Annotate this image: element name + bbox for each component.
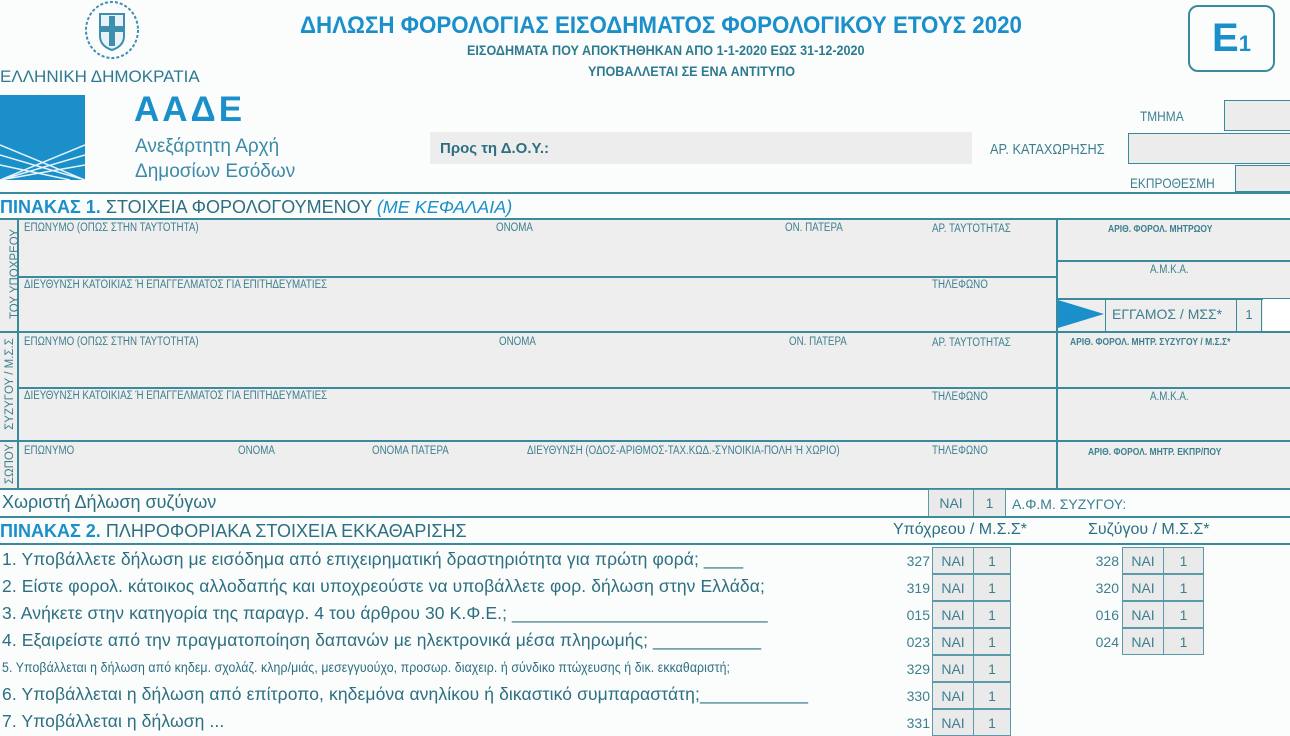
tmima-field[interactable] [1224, 100, 1290, 131]
late-filing-label: ΕΚΠΡΟΘΕΣΜΗ [1130, 175, 1215, 191]
yes-checkbox[interactable]: 1 [973, 547, 1011, 574]
name-label: ΟΝΟΜΑ [496, 222, 533, 234]
question-code: 023 [906, 634, 930, 650]
greek-emblem-icon [84, 0, 140, 60]
yes-cell: ΝΑΙ [932, 547, 974, 574]
arrow-right-icon [1058, 300, 1104, 328]
yes-checkbox[interactable]: 1 [973, 601, 1011, 628]
question-code: 329 [906, 661, 930, 677]
country-name: ΕΛΛΗΝΙΚΗ ΔΗΜΟΚΡΑΤΙΑ [0, 67, 200, 86]
question-code: 327 [906, 553, 930, 569]
yes-checkbox[interactable]: 1 [973, 655, 1011, 682]
yes-cell: ΝΑΙ [932, 601, 974, 628]
question-code: 330 [906, 688, 930, 704]
yes-checkbox[interactable]: 1 [973, 682, 1011, 709]
spouse-yes-checkbox[interactable]: 1 [1163, 601, 1204, 628]
yes-checkbox[interactable]: 1 [973, 628, 1011, 655]
id-number-label: ΑΡ. ΤΑΥΤΟΤΗΤΑΣ [932, 223, 1011, 235]
agency-line1: Ανεξάρτητη Αρχή [135, 136, 280, 157]
side-label-spouse: ΣΥΖΥΓΟΥ / Μ.Σ.Σ [4, 338, 16, 430]
question-text: 1. Υποβάλλετε δήλωση με εισόδημα από επιχειρηματική δραστηριότητα για πρώτη φορά; ____ [2, 549, 744, 569]
separate-declaration-label: Χωριστή Δήλωση συζύγων [2, 492, 217, 512]
spouse-father-label: ΟΝ. ΠΑΤΕΡΑ [789, 336, 847, 348]
form-subtitle-1: ΕΙΣΟΔΗΜΑΤΑ ΠΟΥ ΑΠΟΚΤΗΘΗΚΑΝ ΑΠΟ 1-1-2020 ΕΩΣ 31-12-2020 [467, 42, 865, 58]
yes-cell: ΝΑΙ [932, 682, 974, 709]
father-name-label: ΟΝ. ΠΑΤΕΡΑ [785, 222, 843, 234]
agency-line2: Δημοσίων Εσόδων [135, 161, 296, 182]
phone-label: ΤΗΛΕΦΩΝΟ [932, 279, 988, 291]
rep-name-label: ΟΝΟΜΑ [238, 445, 275, 457]
address-label: ΔΙΕΥΘΥΝΣΗ ΚΑΤΟΙΚΙΑΣ Ή ΕΠΑΓΓΕΛΜΑΤΟΣ ΓΙΑ ΕΠΙΤΗΔΕΥΜΑΤΙΕΣ [24, 279, 328, 291]
question-text: 4. Εξαιρείστε από την πραγματοποίηση δαπανών με ηλεκτρονικά μέσα πληρωμής; ___________ [2, 630, 762, 650]
spouse-question-code: 328 [1095, 553, 1119, 569]
spouse-question-code: 320 [1095, 580, 1119, 596]
question-code: 015 [906, 607, 930, 623]
aade-acronym: ΑΑΔΕ [134, 90, 246, 129]
rep-afm-label: ΑΡΙΘ. ΦΟΡΟΛ. ΜΗΤΡ. ΕΚΠΡ/ΠΟΥ [1088, 447, 1222, 458]
spouse-yes-checkbox[interactable]: 1 [1163, 574, 1204, 601]
rep-phone-label: ΤΗΛΕΦΩΝΟ [932, 445, 988, 457]
question-text: 5. Υποβάλλεται η δήλωση από κηδεμ. σχολάζ. κληρ/μιάς, μεσεγγυούχο, προσωρ. διαχειρ. ή σύνδικο πτώχευσης ή δικ. εκκαθαριστή; [2, 659, 731, 675]
doy-field[interactable]: Προς τη Δ.Ο.Υ.: [430, 132, 972, 164]
col-taxpayer-label: Υπόχρεου / Μ.Σ.Σ* [893, 521, 1028, 538]
yes-cell: ΝΑΙ [932, 628, 974, 655]
spouse-afm-inline-label: Α.Φ.Μ. ΣΥΖΥΓΟΥ: [1012, 496, 1127, 512]
form-code-badge: E1 [1188, 5, 1275, 72]
spouse-afm-label: ΑΡΙΘ. ΦΟΡΟΛ. ΜΗΤΡ. ΣΥΖΥΓΟΥ / Μ.Σ.Σ* [1070, 337, 1231, 348]
rep-surname-label: ΕΠΩΝΥΜΟ [24, 445, 75, 457]
registration-number-label: ΑΡ. ΚΑΤΑΧΩΡΗΣΗΣ [990, 141, 1105, 158]
yes-cell: ΝΑΙ [932, 655, 974, 682]
surname-label: ΕΠΩΝΥΜΟ (ΟΠΩΣ ΣΤΗΝ ΤΑΥΤΟΤΗΤΑ) [24, 222, 199, 234]
spouse-question-code: 016 [1095, 607, 1119, 623]
spouse-yes-cell: ΝΑΙ [1122, 601, 1164, 628]
question-code: 331 [906, 715, 930, 731]
question-text: 2. Είστε φορολ. κάτοικος αλλοδαπής και υποχρεούστε να υποβάλλετε φορ. δήλωση στην Ελλάδα; [2, 576, 765, 596]
question-text: 7. Υποβάλλεται η δήλωση ... [2, 711, 225, 731]
spouse-address-label: ΔΙΕΥΘΥΝΣΗ ΚΑΤΟΙΚΙΑΣ Ή ΕΠΑΓΓΕΛΜΑΤΟΣ ΓΙΑ ΕΠΙΤΗΔΕΥΜΑΤΙΕΣ [24, 390, 328, 402]
spouse-id-label: ΑΡ. ΤΑΥΤΟΤΗΤΑΣ [932, 337, 1011, 349]
col-spouse-label: Συζύγου / Μ.Σ.Σ* [1088, 521, 1210, 538]
question-code: 319 [906, 580, 930, 596]
question-text: 6. Υποβάλλεται η δήλωση από επίτροπο, κηδεμόνα ανηλίκου ή δικαστικό συμπαραστάτη;___________ [2, 684, 809, 704]
side-label-taxpayer: ΤΟΥ ΥΠΟΧΡΕΟΥ [9, 228, 21, 320]
spouse-yes-checkbox[interactable]: 1 [1163, 628, 1204, 655]
spouse-question-code: 024 [1095, 634, 1119, 650]
spouse-yes-cell: ΝΑΙ [1122, 547, 1164, 574]
yes-checkbox[interactable]: 1 [973, 709, 1011, 736]
married-value[interactable]: 1 [1237, 299, 1262, 331]
spouse-amka-label: Α.Μ.Κ.Α. [1150, 391, 1189, 403]
yes-cell: ΝΑΙ [932, 709, 974, 736]
form-title: ΔΗΛΩΣΗ ΦΟΡΟΛΟΓΙΑΣ ΕΙΣΟΔΗΜΑΤΟΣ ΦΟΡΟΛΟΓΙΚΟΥ ΕΤΟΥΣ 2020 [300, 12, 1022, 39]
separate-checkbox[interactable]: 1 [973, 489, 1006, 517]
spouse-yes-checkbox[interactable]: 1 [1163, 547, 1204, 574]
late-filing-field[interactable] [1235, 165, 1290, 192]
spouse-phone-label: ΤΗΛΕΦΩΝΟ [932, 391, 988, 403]
spouse-yes-cell: ΝΑΙ [1122, 574, 1164, 601]
table1-heading: ΠΙΝΑΚΑΣ 1. ΣΤΟΙΧΕΙΑ ΦΟΡΟΛΟΓΟΥΜΕΝΟΥ (ΜΕ ΚΕΦΑΛΑΙΑ) [0, 197, 513, 217]
side-label-representative: ΣΩΠΟΥ [4, 443, 16, 485]
yes-checkbox[interactable]: 1 [973, 574, 1011, 601]
form-subtitle-2: ΥΠΟΒΑΛΛΕΤΑΙ ΣΕ ΕΝΑ ΑΝΤΙΤΥΠΟ [588, 63, 796, 79]
spouse-surname-label: ΕΠΩΝΥΜΟ (ΟΠΩΣ ΣΤΗΝ ΤΑΥΤΟΤΗΤΑ) [24, 336, 199, 348]
amka-label: Α.Μ.Κ.Α. [1150, 264, 1189, 276]
yes-cell: ΝΑΙ [932, 574, 974, 601]
rep-father-label: ΟΝΟΜΑ ΠΑΤΕΡΑ [372, 445, 449, 457]
rep-address-label: ΔΙΕΥΘΥΝΣΗ (ΟΔΟΣ-ΑΡΙΘΜΟΣ-ΤΑΧ.ΚΩΔ.-ΣΥΝΟΙΚΙΑ-ΠΟΛΗ Ή ΧΩΡΙΟ) [527, 445, 840, 457]
aade-logo-icon [0, 95, 85, 180]
afm-label: ΑΡΙΘ. ΦΟΡΟΛ. ΜΗΤΡΩΟΥ [1108, 224, 1213, 235]
table2-heading: ΠΙΝΑΚΑΣ 2. ΠΛΗΡΟΦΟΡΙΑΚΑ ΣΤΟΙΧΕΙΑ ΕΚΚΑΘΑΡΙΣΗΣ [0, 521, 467, 541]
registration-number-field[interactable] [1128, 133, 1290, 164]
separate-yes-cell: ΝΑΙ [928, 489, 974, 517]
spouse-name-label: ΟΝΟΜΑ [499, 336, 536, 348]
married-cell: ΕΓΓΑΜΟΣ / ΜΣΣ* [1105, 299, 1237, 331]
married-checkbox[interactable] [1263, 299, 1290, 331]
tmima-label: ΤΜΗΜΑ [1140, 108, 1184, 124]
question-text: 3. Ανήκετε στην κατηγορία της παραγρ. 4 του άρθρου 30 Κ.Φ.Ε.; __________________________ [2, 603, 768, 623]
spouse-yes-cell: ΝΑΙ [1122, 628, 1164, 655]
